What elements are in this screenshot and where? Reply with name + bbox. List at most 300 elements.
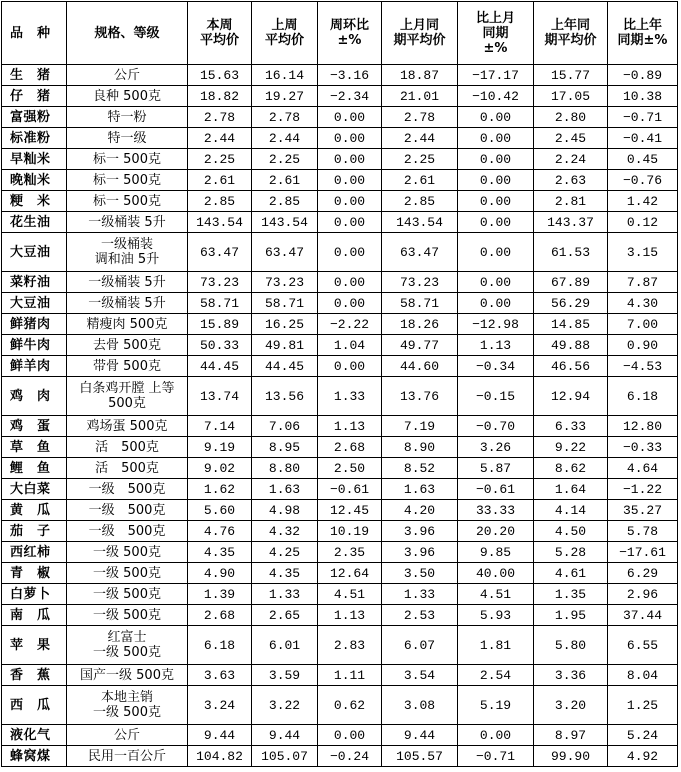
cell-last-week: 44.45	[252, 356, 318, 377]
cell-variety: 标准粉	[2, 128, 67, 149]
cell-year-change: 1.42	[608, 191, 678, 212]
cell-last-week: 2.85	[252, 191, 318, 212]
cell-last-year: 1.95	[534, 605, 608, 626]
header-cell-last-year-same-period: 上年同 期平均价	[534, 2, 608, 65]
cell-month-change: 33.33	[458, 500, 534, 521]
cell-this-week: 15.63	[188, 65, 252, 86]
cell-last-year: 5.80	[534, 626, 608, 665]
cell-this-week: 1.39	[188, 584, 252, 605]
cell-week-change: 12.45	[318, 500, 382, 521]
cell-spec: 公斤	[67, 725, 188, 746]
cell-year-change: 0.45	[608, 149, 678, 170]
cell-last-month: 7.19	[382, 416, 458, 437]
header-cell-year-change: 比上年 同期±%	[608, 2, 678, 65]
cell-month-change: 5.87	[458, 458, 534, 479]
cell-this-week: 2.68	[188, 605, 252, 626]
cell-variety: 鲤 鱼	[2, 458, 67, 479]
cell-month-change: 0.00	[458, 149, 534, 170]
cell-last-year: 2.24	[534, 149, 608, 170]
cell-spec: 公斤	[67, 65, 188, 86]
table-row	[2, 314, 678, 335]
cell-month-change: 0.00	[458, 293, 534, 314]
cell-year-change: 6.55	[608, 626, 678, 665]
cell-last-month: 3.54	[382, 665, 458, 686]
table-row	[2, 356, 678, 377]
cell-this-week: 13.74	[188, 377, 252, 416]
cell-month-change: 20.20	[458, 521, 534, 542]
cell-year-change: 4.64	[608, 458, 678, 479]
cell-year-change: 7.00	[608, 314, 678, 335]
cell-spec: 红富士 一级 500克	[67, 626, 188, 665]
cell-month-change: −0.71	[458, 746, 534, 767]
cell-month-change: −17.17	[458, 65, 534, 86]
cell-week-change: 0.00	[318, 149, 382, 170]
cell-last-week: 2.44	[252, 128, 318, 149]
table-row	[2, 170, 678, 191]
cell-variety: 大白菜	[2, 479, 67, 500]
header-cell-week-change: 周环比 ±%	[318, 2, 382, 65]
cell-this-week: 50.33	[188, 335, 252, 356]
cell-last-month: 2.25	[382, 149, 458, 170]
cell-year-change: 7.87	[608, 272, 678, 293]
cell-this-week: 5.60	[188, 500, 252, 521]
cell-last-month: 18.26	[382, 314, 458, 335]
cell-last-month: 3.96	[382, 521, 458, 542]
cell-last-month: 13.76	[382, 377, 458, 416]
cell-variety: 西 瓜	[2, 686, 67, 725]
cell-last-month: 6.07	[382, 626, 458, 665]
cell-last-week: 1.63	[252, 479, 318, 500]
table-row	[2, 128, 678, 149]
cell-variety: 大豆油	[2, 293, 67, 314]
table-row	[2, 563, 678, 584]
cell-month-change: 5.19	[458, 686, 534, 725]
cell-year-change: −0.76	[608, 170, 678, 191]
cell-last-year: 99.90	[534, 746, 608, 767]
cell-month-change: 0.00	[458, 212, 534, 233]
cell-last-year: 2.80	[534, 107, 608, 128]
cell-last-month: 2.78	[382, 107, 458, 128]
cell-week-change: −3.16	[318, 65, 382, 86]
cell-week-change: 2.68	[318, 437, 382, 458]
cell-spec: 去骨 500克	[67, 335, 188, 356]
cell-month-change: −0.34	[458, 356, 534, 377]
cell-last-week: 8.95	[252, 437, 318, 458]
cell-month-change: −0.15	[458, 377, 534, 416]
cell-last-week: 16.14	[252, 65, 318, 86]
cell-spec: 白条鸡开膛 上等 500克	[67, 377, 188, 416]
cell-this-week: 2.61	[188, 170, 252, 191]
table-row	[2, 293, 678, 314]
table-row	[2, 665, 678, 686]
cell-last-month: 63.47	[382, 233, 458, 272]
cell-this-week: 2.44	[188, 128, 252, 149]
cell-last-week: 6.01	[252, 626, 318, 665]
cell-week-change: 0.00	[318, 233, 382, 272]
table-row	[2, 626, 678, 665]
cell-spec: 鸡场蛋 500克	[67, 416, 188, 437]
cell-last-month: 143.54	[382, 212, 458, 233]
table-row	[2, 86, 678, 107]
table-row	[2, 335, 678, 356]
table-row	[2, 686, 678, 725]
cell-this-week: 4.90	[188, 563, 252, 584]
cell-spec: 标一 500克	[67, 191, 188, 212]
cell-last-week: 2.78	[252, 107, 318, 128]
cell-variety: 粳 米	[2, 191, 67, 212]
cell-last-year: 17.05	[534, 86, 608, 107]
cell-last-week: 9.44	[252, 725, 318, 746]
cell-month-change: 1.13	[458, 335, 534, 356]
cell-year-change: −0.89	[608, 65, 678, 86]
cell-year-change: 5.24	[608, 725, 678, 746]
price-table	[1, 1, 678, 767]
cell-last-week: 2.25	[252, 149, 318, 170]
cell-this-week: 15.89	[188, 314, 252, 335]
cell-last-week: 105.07	[252, 746, 318, 767]
cell-variety: 早籼米	[2, 149, 67, 170]
cell-variety: 蜂窝煤	[2, 746, 67, 767]
cell-last-month: 3.08	[382, 686, 458, 725]
cell-week-change: −0.61	[318, 479, 382, 500]
cell-last-week: 8.80	[252, 458, 318, 479]
table-row	[2, 725, 678, 746]
cell-last-month: 2.85	[382, 191, 458, 212]
cell-last-year: 49.88	[534, 335, 608, 356]
table-body	[2, 65, 678, 767]
cell-this-week: 6.18	[188, 626, 252, 665]
cell-last-year: 56.29	[534, 293, 608, 314]
cell-variety: 茄 子	[2, 521, 67, 542]
table-row	[2, 149, 678, 170]
cell-variety: 花生油	[2, 212, 67, 233]
cell-variety: 鸡 肉	[2, 377, 67, 416]
cell-month-change: 3.26	[458, 437, 534, 458]
cell-year-change: 3.15	[608, 233, 678, 272]
cell-last-week: 143.54	[252, 212, 318, 233]
cell-year-change: −0.33	[608, 437, 678, 458]
cell-last-year: 3.20	[534, 686, 608, 725]
cell-spec: 活 500克	[67, 458, 188, 479]
cell-variety: 菜籽油	[2, 272, 67, 293]
cell-year-change: 2.96	[608, 584, 678, 605]
cell-last-year: 61.53	[534, 233, 608, 272]
cell-last-week: 4.98	[252, 500, 318, 521]
cell-spec: 特一级	[67, 128, 188, 149]
cell-last-month: 4.20	[382, 500, 458, 521]
cell-spec: 活 500克	[67, 437, 188, 458]
cell-last-year: 143.37	[534, 212, 608, 233]
cell-last-year: 15.77	[534, 65, 608, 86]
cell-last-year: 6.33	[534, 416, 608, 437]
cell-this-week: 3.63	[188, 665, 252, 686]
cell-week-change: 12.64	[318, 563, 382, 584]
cell-year-change: 37.44	[608, 605, 678, 626]
cell-last-year: 14.85	[534, 314, 608, 335]
table-row	[2, 437, 678, 458]
table-row	[2, 191, 678, 212]
cell-spec: 良种 500克	[67, 86, 188, 107]
cell-last-year: 5.28	[534, 542, 608, 563]
cell-last-week: 73.23	[252, 272, 318, 293]
cell-last-year: 3.36	[534, 665, 608, 686]
table-row	[2, 65, 678, 86]
cell-last-year: 8.97	[534, 725, 608, 746]
cell-month-change: 0.00	[458, 272, 534, 293]
cell-spec: 一级 500克	[67, 500, 188, 521]
cell-week-change: 0.00	[318, 212, 382, 233]
header-cell-this-week: 本周 平均价	[188, 2, 252, 65]
cell-last-week: 2.65	[252, 605, 318, 626]
cell-this-week: 104.82	[188, 746, 252, 767]
cell-last-year: 1.35	[534, 584, 608, 605]
header-cell-last-month-same-period: 上月同 期平均价	[382, 2, 458, 65]
cell-month-change: 0.00	[458, 191, 534, 212]
cell-variety: 鲜羊肉	[2, 356, 67, 377]
cell-spec: 一级桶装 调和油 5升	[67, 233, 188, 272]
cell-last-month: 1.33	[382, 584, 458, 605]
cell-variety: 黄 瓜	[2, 500, 67, 521]
cell-last-week: 2.61	[252, 170, 318, 191]
cell-last-week: 63.47	[252, 233, 318, 272]
cell-week-change: −0.24	[318, 746, 382, 767]
header-cell-spec: 规格、等级	[67, 2, 188, 65]
cell-week-change: 0.00	[318, 191, 382, 212]
table-row	[2, 458, 678, 479]
cell-week-change: 1.04	[318, 335, 382, 356]
cell-week-change: −2.34	[318, 86, 382, 107]
cell-year-change: 0.90	[608, 335, 678, 356]
cell-year-change: 0.12	[608, 212, 678, 233]
cell-year-change: 35.27	[608, 500, 678, 521]
cell-last-month: 9.44	[382, 725, 458, 746]
cell-month-change: 1.81	[458, 626, 534, 665]
cell-year-change: 4.30	[608, 293, 678, 314]
cell-year-change: −4.53	[608, 356, 678, 377]
table-row	[2, 416, 678, 437]
cell-last-week: 19.27	[252, 86, 318, 107]
table-row	[2, 272, 678, 293]
cell-month-change: 2.54	[458, 665, 534, 686]
cell-last-week: 7.06	[252, 416, 318, 437]
cell-year-change: −1.22	[608, 479, 678, 500]
cell-spec: 本地主销 一级 500克	[67, 686, 188, 725]
cell-last-year: 46.56	[534, 356, 608, 377]
cell-last-week: 4.25	[252, 542, 318, 563]
cell-week-change: 1.13	[318, 416, 382, 437]
cell-spec: 一级桶装 5升	[67, 212, 188, 233]
cell-variety: 青 椒	[2, 563, 67, 584]
cell-last-month: 8.52	[382, 458, 458, 479]
cell-last-year: 4.50	[534, 521, 608, 542]
cell-last-year: 8.62	[534, 458, 608, 479]
cell-last-week: 4.35	[252, 563, 318, 584]
cell-week-change: 2.50	[318, 458, 382, 479]
cell-month-change: 0.00	[458, 233, 534, 272]
cell-week-change: 0.00	[318, 170, 382, 191]
cell-last-month: 21.01	[382, 86, 458, 107]
cell-last-month: 73.23	[382, 272, 458, 293]
header-cell-last-week: 上周 平均价	[252, 2, 318, 65]
cell-last-month: 49.77	[382, 335, 458, 356]
cell-week-change: 2.83	[318, 626, 382, 665]
header-cell-variety: 品 种	[2, 2, 67, 65]
cell-week-change: 0.00	[318, 107, 382, 128]
cell-last-month: 105.57	[382, 746, 458, 767]
cell-year-change: −0.71	[608, 107, 678, 128]
cell-variety: 西红柿	[2, 542, 67, 563]
cell-this-week: 44.45	[188, 356, 252, 377]
cell-variety: 白萝卜	[2, 584, 67, 605]
table-row	[2, 584, 678, 605]
cell-month-change: 0.00	[458, 107, 534, 128]
cell-variety: 鲜猪肉	[2, 314, 67, 335]
cell-year-change: 6.18	[608, 377, 678, 416]
table-row	[2, 212, 678, 233]
cell-variety: 大豆油	[2, 233, 67, 272]
table-row	[2, 746, 678, 767]
cell-last-week: 13.56	[252, 377, 318, 416]
cell-last-month: 3.50	[382, 563, 458, 584]
cell-last-month: 44.60	[382, 356, 458, 377]
cell-spec: 标一 500克	[67, 149, 188, 170]
cell-last-month: 3.96	[382, 542, 458, 563]
cell-spec: 一级桶装 5升	[67, 272, 188, 293]
table-row	[2, 377, 678, 416]
cell-last-week: 4.32	[252, 521, 318, 542]
cell-last-month: 2.61	[382, 170, 458, 191]
cell-this-week: 9.19	[188, 437, 252, 458]
cell-this-week: 9.44	[188, 725, 252, 746]
cell-spec: 带骨 500克	[67, 356, 188, 377]
cell-week-change: 1.13	[318, 605, 382, 626]
cell-spec: 一级 500克	[67, 542, 188, 563]
cell-this-week: 63.47	[188, 233, 252, 272]
cell-last-month: 58.71	[382, 293, 458, 314]
cell-month-change: −0.70	[458, 416, 534, 437]
cell-variety: 草 鱼	[2, 437, 67, 458]
cell-year-change: −0.41	[608, 128, 678, 149]
cell-last-year: 2.63	[534, 170, 608, 191]
cell-year-change: −17.61	[608, 542, 678, 563]
cell-this-week: 58.71	[188, 293, 252, 314]
cell-last-year: 2.45	[534, 128, 608, 149]
cell-variety: 苹 果	[2, 626, 67, 665]
cell-this-week: 2.25	[188, 149, 252, 170]
cell-variety: 仔 猪	[2, 86, 67, 107]
cell-spec: 一级 500克	[67, 563, 188, 584]
cell-year-change: 1.25	[608, 686, 678, 725]
cell-spec: 一级 500克	[67, 521, 188, 542]
table-row	[2, 605, 678, 626]
table-row	[2, 500, 678, 521]
cell-last-year: 2.81	[534, 191, 608, 212]
cell-last-month: 2.44	[382, 128, 458, 149]
cell-last-year: 1.64	[534, 479, 608, 500]
table-row	[2, 233, 678, 272]
cell-spec: 特一粉	[67, 107, 188, 128]
cell-this-week: 2.78	[188, 107, 252, 128]
cell-month-change: 0.00	[458, 170, 534, 191]
cell-month-change: 4.51	[458, 584, 534, 605]
cell-last-year: 4.61	[534, 563, 608, 584]
cell-week-change: 0.00	[318, 128, 382, 149]
cell-spec: 一级桶装 5升	[67, 293, 188, 314]
cell-month-change: −0.61	[458, 479, 534, 500]
cell-spec: 民用一百公斤	[67, 746, 188, 767]
cell-variety: 液化气	[2, 725, 67, 746]
cell-spec: 标一 500克	[67, 170, 188, 191]
cell-this-week: 4.35	[188, 542, 252, 563]
cell-month-change: −10.42	[458, 86, 534, 107]
cell-spec: 精瘦肉 500克	[67, 314, 188, 335]
cell-month-change: −12.98	[458, 314, 534, 335]
cell-spec: 一级 500克	[67, 605, 188, 626]
cell-last-year: 67.89	[534, 272, 608, 293]
cell-week-change: 0.00	[318, 272, 382, 293]
cell-week-change: −2.22	[318, 314, 382, 335]
cell-week-change: 0.00	[318, 356, 382, 377]
cell-week-change: 1.33	[318, 377, 382, 416]
cell-year-change: 4.92	[608, 746, 678, 767]
cell-last-week: 58.71	[252, 293, 318, 314]
cell-last-week: 16.25	[252, 314, 318, 335]
cell-variety: 富强粉	[2, 107, 67, 128]
cell-month-change: 40.00	[458, 563, 534, 584]
cell-spec: 国产一级 500克	[67, 665, 188, 686]
cell-month-change: 9.85	[458, 542, 534, 563]
cell-month-change: 0.00	[458, 725, 534, 746]
cell-variety: 晚籼米	[2, 170, 67, 191]
cell-year-change: 6.29	[608, 563, 678, 584]
cell-variety: 南 瓜	[2, 605, 67, 626]
cell-this-week: 2.85	[188, 191, 252, 212]
cell-year-change: 10.38	[608, 86, 678, 107]
cell-last-year: 4.14	[534, 500, 608, 521]
cell-this-week: 73.23	[188, 272, 252, 293]
cell-month-change: 0.00	[458, 128, 534, 149]
cell-last-month: 18.87	[382, 65, 458, 86]
cell-week-change: 2.35	[318, 542, 382, 563]
cell-year-change: 8.04	[608, 665, 678, 686]
cell-last-week: 3.22	[252, 686, 318, 725]
cell-this-week: 1.62	[188, 479, 252, 500]
table-row	[2, 479, 678, 500]
cell-variety: 生 猪	[2, 65, 67, 86]
cell-this-week: 18.82	[188, 86, 252, 107]
cell-year-change: 5.78	[608, 521, 678, 542]
cell-week-change: 4.51	[318, 584, 382, 605]
cell-last-year: 12.94	[534, 377, 608, 416]
cell-last-month: 8.90	[382, 437, 458, 458]
cell-month-change: 5.93	[458, 605, 534, 626]
cell-week-change: 0.00	[318, 725, 382, 746]
cell-this-week: 3.24	[188, 686, 252, 725]
cell-spec: 一级 500克	[67, 584, 188, 605]
cell-last-month: 1.63	[382, 479, 458, 500]
cell-spec: 一级 500克	[67, 479, 188, 500]
table-row	[2, 542, 678, 563]
cell-variety: 鸡 蛋	[2, 416, 67, 437]
header-row	[2, 2, 678, 65]
cell-last-year: 9.22	[534, 437, 608, 458]
cell-week-change: 1.11	[318, 665, 382, 686]
table-row	[2, 107, 678, 128]
cell-this-week: 143.54	[188, 212, 252, 233]
cell-variety: 香 蕉	[2, 665, 67, 686]
table-row	[2, 521, 678, 542]
cell-this-week: 7.14	[188, 416, 252, 437]
